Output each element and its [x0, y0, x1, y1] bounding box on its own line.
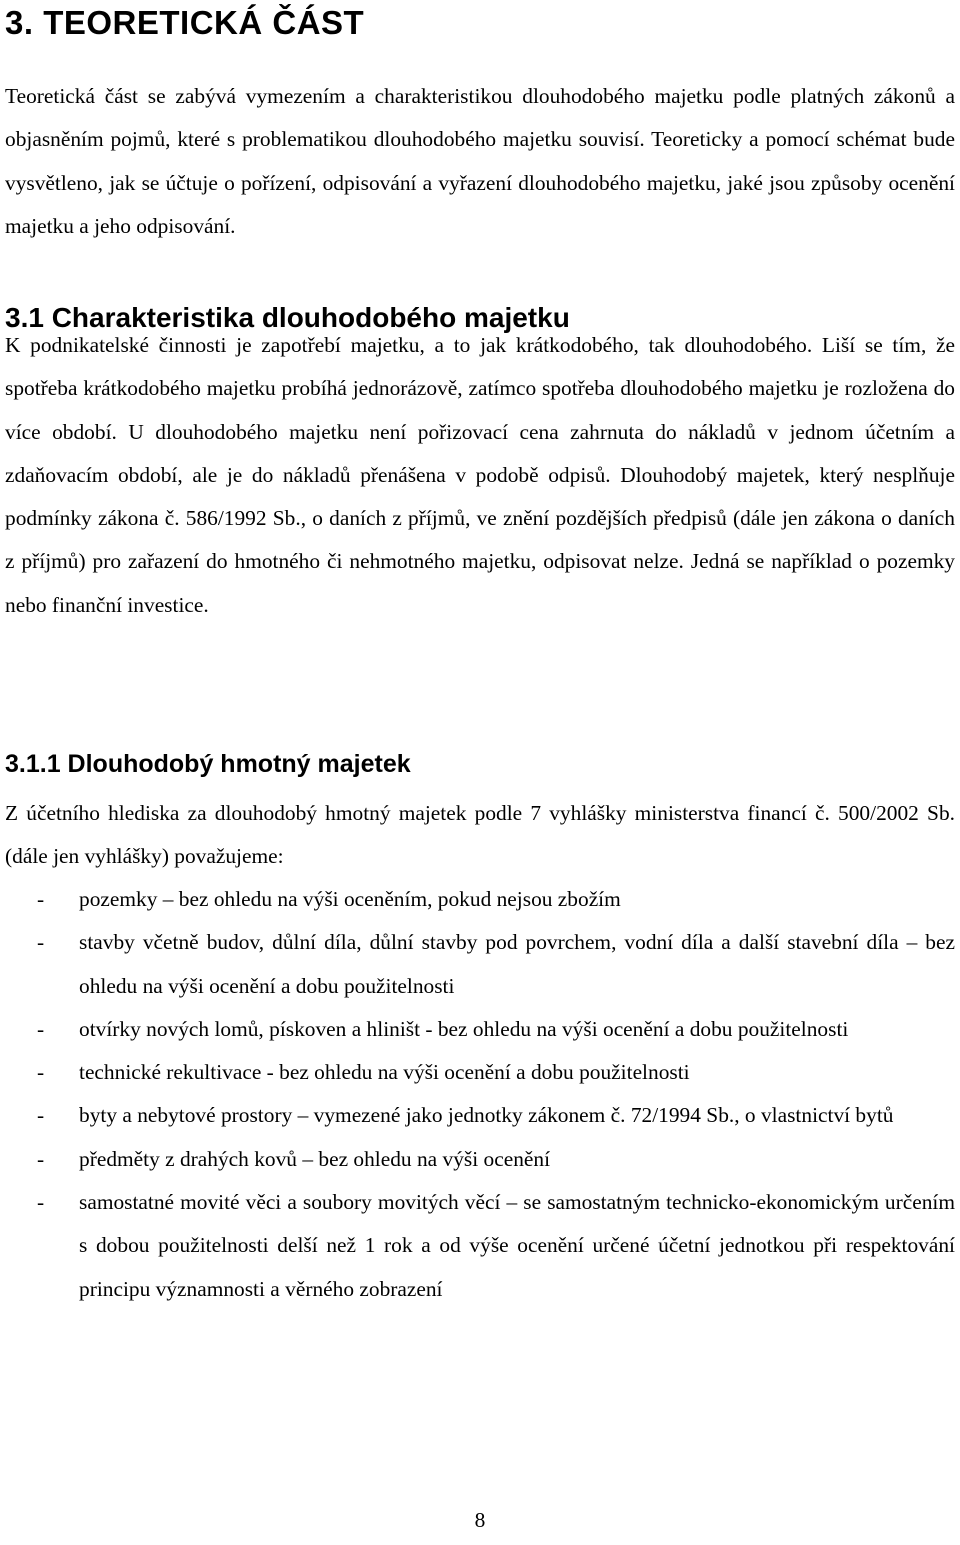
list-item — [5, 921, 955, 1008]
list-item — [5, 1051, 955, 1094]
intro-paragraph: Teoretická část se zabývá vymezením a charakteristikou dlouhodobého majetku podle platných zákonů a objasněním pojmů, které s problematikou dlouhodobého majetku souvisí. Teoreticky a pomocí schémat bude vysvětleno, jak se účtuje o pořízení, odpisování a vyřazení dlouhodobého majetku, jaké jsou způsoby ocenění majetku a jeho odpisování. — [5, 84, 955, 238]
list-item — [5, 878, 955, 921]
list-item-text: otvírky nových lomů, pískoven a hliništ - bez ohledu na výši ocenění a dobu použitelnosti — [79, 1016, 849, 1041]
bullet-marker: - — [37, 1190, 45, 1215]
bullet-marker: - — [37, 1103, 45, 1128]
list-item — [5, 1138, 955, 1181]
bullet-list — [5, 878, 955, 1311]
chapter-title: 3. TEORETICKÁ ČÁST — [5, 4, 365, 41]
subsection-paragraph: Z účetního hlediska za dlouhodobý hmotný majetek podle 7 vyhlášky ministerstva financí č. 500/2002 Sb. (dále jen vyhlášky) považujeme: — [5, 801, 955, 869]
subsection-title: 3.1.1 Dlouhodobý hmotný majetek — [5, 750, 411, 778]
list-item-text: technické rekultivace - bez ohledu na výši ocenění a dobu použitelnosti — [79, 1060, 690, 1085]
list-item-text: stavby včetně budov, důlní díla, důlní stavby pod povrchem, vodní díla a další stavební díla – bez ohledu na výši ocenění a dobu použitelnosti — [79, 930, 955, 998]
bullet-marker: - — [37, 1146, 45, 1171]
list-item — [5, 1181, 955, 1311]
section-title: 3.1 Charakteristika dlouhodobého majetku — [5, 302, 570, 333]
bullet-marker: - — [37, 1016, 45, 1041]
bullet-marker: - — [37, 887, 45, 911]
list-item-text: pozemky – bez ohledu na výši oceněním, pokud nejsou zbožím — [79, 887, 621, 911]
list-item-text: předměty z drahých kovů – bez ohledu na výši ocenění — [79, 1146, 551, 1171]
bullet-marker: - — [37, 1060, 45, 1085]
list-item — [5, 1008, 955, 1051]
bullet-marker: - — [37, 930, 45, 955]
list-item-text: samostatné movité věci a soubory movitých věcí – se samostatným technicko-ekonomickým určením s dobou použitelnosti delší než 1 rok a od výše ocenění určené účetní jednotkou při respektování principu významnosti a věrného zobrazení — [79, 1190, 955, 1301]
list-item-text: byty a nebytové prostory – vymezené jako jednotky zákonem č. 72/1994 Sb., o vlastnictví bytů — [79, 1103, 894, 1128]
page-number: 8 — [474, 1508, 486, 1532]
list-item — [5, 1094, 955, 1137]
section-paragraph: K podnikatelské činnosti je zapotřebí majetku, a to jak krátkodobého, tak dlouhodobého. Liší se tím, že spotřeba krátkodobého majetku probíhá jednorázově, zatímco spotřeba dlouhodobého majetku je rozložena do více období. U dlouhodobého majetku není pořizovací cena zahrnuta do nákladů v jednom účetním a zdaňovacím období, ale je do nákladů přenášena v podobě odpisů. Dlouhodobý majetek, který nesplňuje podmínky zákona č. 586/1992 Sb., o daních z příjmů, ve znění pozdějších předpisů (dále jen zákona o daních z příjmů) pro zařazení do hmotného či nehmotného majetku, odpisovat nelze. Jedná se například o pozemky nebo finanční investice. — [5, 333, 955, 617]
